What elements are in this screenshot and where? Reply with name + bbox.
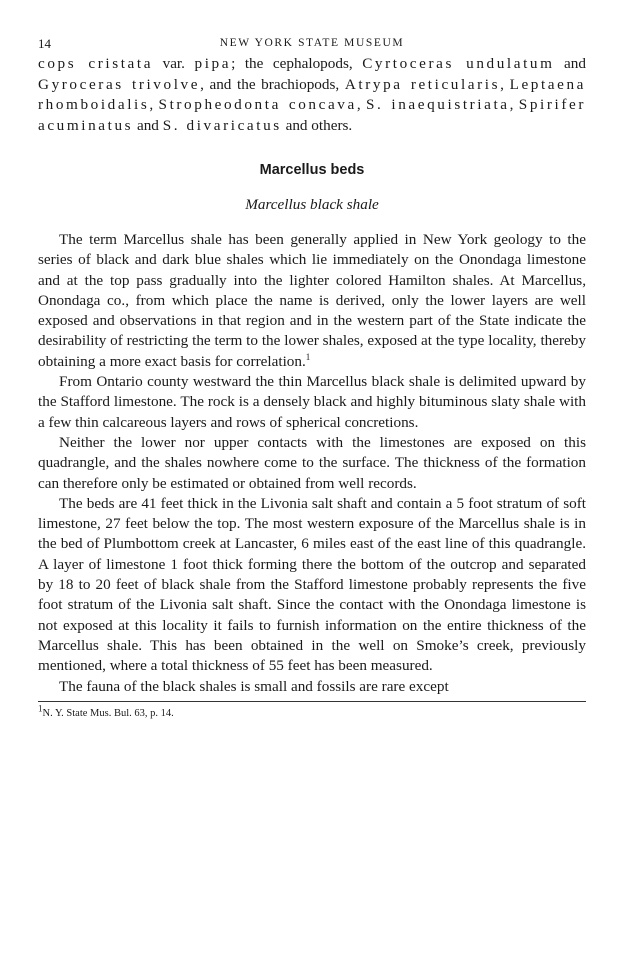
section-heading: Marcellus beds [259,162,365,178]
paragraph: The fauna of the black shales is small and fossils are rare except [59,677,449,695]
page-number: 14 [38,36,51,51]
taxon-name: Spirifer acuminatus [38,96,586,134]
running-title: NEW YORK STATE MUSEUM [219,37,405,49]
footnote-divider [38,701,586,702]
footnote-mark: 1 [38,703,43,714]
taxon-name: cops cristata [38,55,154,72]
taxon-name: S. divaricatus [162,116,282,134]
footnote-reference: 1 [305,351,311,362]
document-page [38,34,586,720]
continuation-paragraph: cops cristata var. pipa; the cephalopods, Cyrtoceras undulatum and Gyroceras trivolve, and the brachiopods, Atrypa reticularis, Leptaena rhomboidalis, Stropheodonta concava, S. inaequistriata, Spirifer acuminatus and S. divaricatus and others. [38,55,587,134]
paragraph: Neither the lower nor upper contacts with the limestones are exposed on this quadrangle, and the shales nowhere come to the surface. The thickness of the formation can therefore only be estimated or obtained from well records. [38,433,586,492]
footnote [38,703,586,720]
subsection-heading: Marcellus black shale [245,196,379,213]
taxon-name: S. inaequistriata [366,96,510,113]
taxon-name: Stropheodonta concava [158,96,357,113]
paragraph: From Ontario county westward the thin Marcellus black shale is delimited upward by the Stafford limestone. The rock is a densely black and highly bituminous slaty shale with a few thin calcareous layers and rows of spherical concretions. [38,373,586,431]
paragraph: The term Marcellus shale has been generally applied in New York geology to the series of black and dark blue shales which lie immediately on the Onondaga limestone and at the top pass gradually into the lighter colored Hamilton shales. At Marcellus, Onondaga co., from which place the name is derived, only the lower layers are well exposed and observations in that region and in the western part of the State indicate the desirability of restricting the term to the lower shales, exposed at the type locality, thereby obtaining a more exact basis for correlation.$^1$ [38,231,586,370]
taxon-name: pipa [194,55,232,72]
taxon-name: Leptaena rhomboidalis [38,75,587,113]
footnote-text: N. Y. State Mus. Bul. 63, p. 14. [42,707,174,719]
taxon-name: Cyrtoceras undulatum [362,55,555,72]
paragraph: The beds are 41 feet thick in the Livonia salt shaft and contain a 5 foot stratum of soft limestone, 27 feet below the top. The most western exposure of the Marcellus shale is in the bed of Plumbottom creek at Lancaster, 6 miles east of the east line of this quadrangle. A layer of limestone 1 foot thick forming there the bottom of the outcrop and separated by 18 to 20 feet of black shale from the Stafford limestone probably represents the five foot stratum of the Livonia salt shaft. Since the contact with the Onondaga limestone is not exposed at this locality it fails to furnish information on the entire thickness of the Marcellus shale. This has been obtained in the well on Smoke’s creek, previously mentioned, where a total thickness of 55 feet has been measured. [38,494,586,675]
taxon-name: Gyroceras trivolve [38,75,201,93]
taxon-name: Atrypa reticularis [344,75,501,93]
running-head [38,34,586,54]
